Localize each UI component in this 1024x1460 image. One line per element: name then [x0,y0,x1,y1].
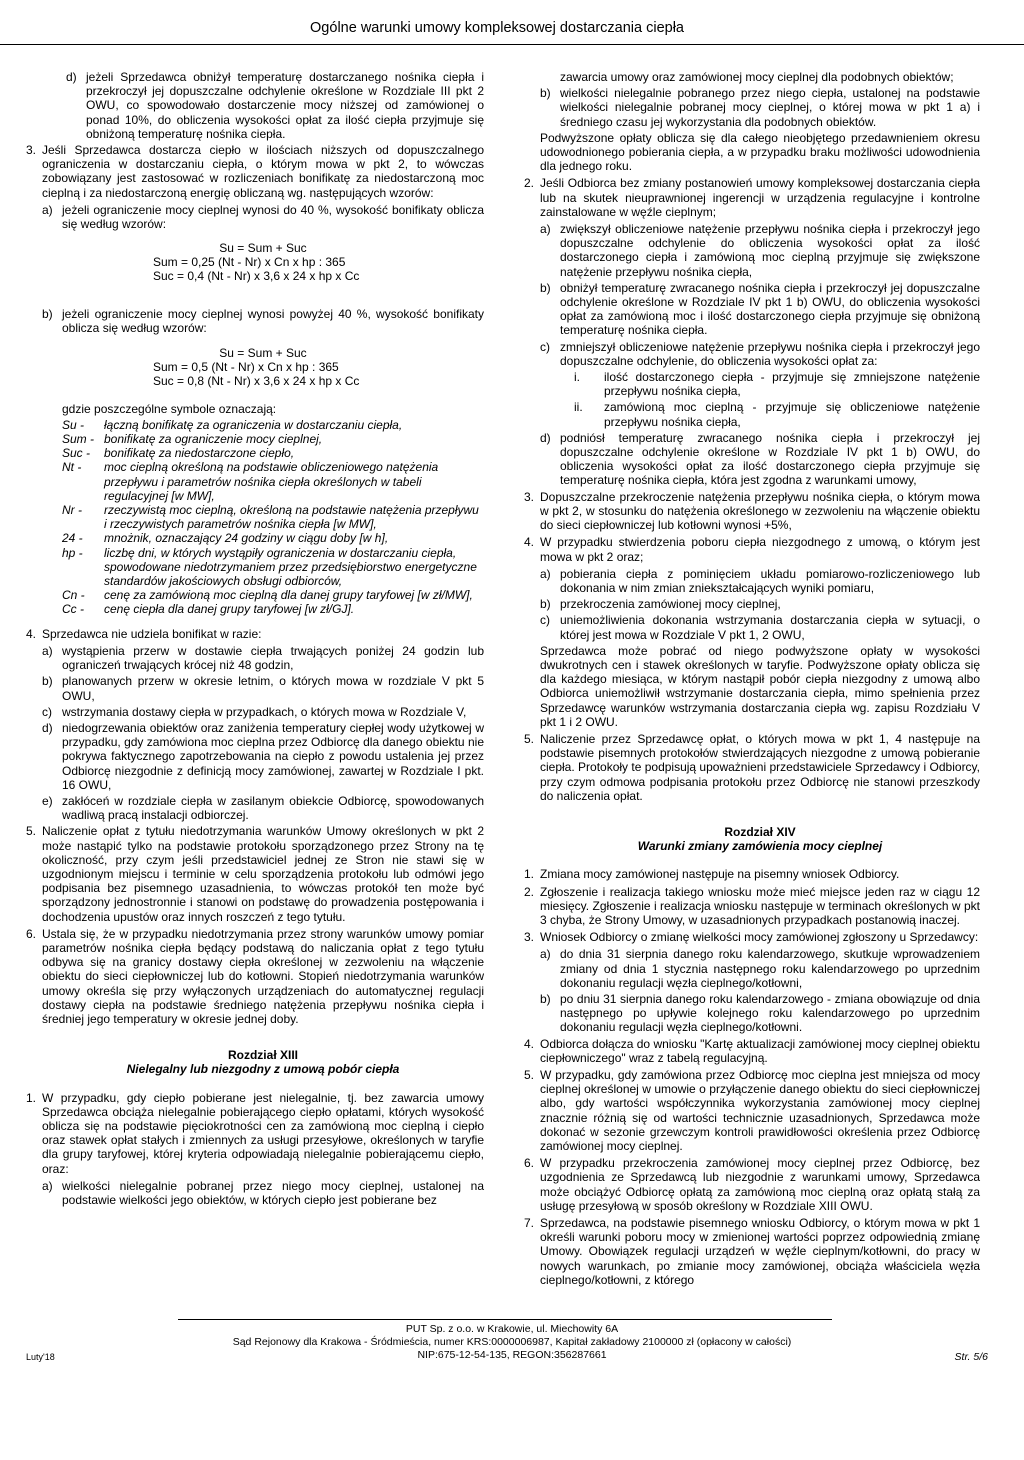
list-item: b) planowanych przerw w okresie letnim, o których mowa w rozdziale V pkt 5 OWU, [42,674,484,703]
right-column [524,70,981,1290]
paragraph-3: 3. Dopuszczalne przekroczenie natężenia przepływu nośnika ciepła, o którym mowa w pkt 2, w stosunku do natężenia określonego w zezwoleniu na włączenie obiektu do sieci ciepłowniczej lub kotłowni wynosi +5%, [524,489,980,533]
symbol-row: Nr - rzeczywistą moc cieplną, określoną na podstawie natężenia przepływu i rzeczywistych parametrów nośnika ciepła [w MW], [62,503,479,532]
list-item: b) wielkości nielegalnie pobranego przez niego ciepła, ustalonej na podstawie wielkości nielegalnie pobranej mocy cieplnej, o której mowa w pkt 1 a) i średniego czasu jej wykorzystania dla podobnych obiektów. [540,86,980,129]
section-heading-13 [42,1048,484,1076]
paragraph-14-6: 6. W przypadku przekroczenia zamówionej mocy cieplnej przez Odbiorcę, bez uzgodnienia ze Sprzedawcą lub niezgodnie z warunkami umowy, Sprzedawca może obciążyć Odbiorcę opłatą za zamówioną moc cieplną oraz opłatą stałą za usługę przesyłową w sposób określony w Rozdziale XIII OWU. [524,1156,980,1213]
list-item: a) jeżeli ograniczenie mocy cieplnej wynosi do 40 %, wysokość bonifikaty oblicza się według wzorów: [42,202,484,232]
section-title: Rozdział XIII [227,1048,298,1063]
paragraph-14-7: 7. Sprzedawca, na podstawie pisemnego wniosku Odbiorcy, o którym mowa w pkt 1 określi warunki poboru mocy w zmienionej wartości poprzez odpowiednią zmianę Umowy. Obowiązek regulacji urządzeń w węźle cieplnym/kotłowni, do pracy w nowych warunkach, po zmianie mocy zamówionej, obciąża właściciela węzła cieplnego/kotłowni, z którego [524,1216,980,1287]
formula-line: Suc = 0,4 (Nt - Nr) x 3,6 x 24 x hp x Cc [153,269,360,284]
symbol-row: hp - liczbę dni, w których wystąpiły ograniczenia w dostarczaniu ciepła, spowodowane niedotrzymaniem przez przedsiębiorstwo energetyczne standardów jakościowych obsługi odbiorców, [62,545,477,589]
formula-line: Su = Sum + Suc [219,241,307,256]
page-header [0,0,1024,45]
list-item: c) uniemożliwienia dokonania wstrzymania dostarczania ciepła w sytuacji, o której jest mowa w Rozdziale V pkt 1, 2 OWU, [540,613,980,642]
formula-block-b [42,346,484,388]
list-item: d) niedogrzewania obiektów oraz zaniżenia temperatury ciepłej wody użytkowej w przypadku, gdy zamówiona moc cieplna przez Odbiorcę dla danego obiektu nie pokrywa faktycznego zapotrzebowania na ciepło z powodu ustalenia jej przez Odbiorcę niezgodnie z definicją mocy zamówionej, zawartej w Rozdziale I pkt. 16 OWU, [42,720,484,792]
formula-block-a [42,241,484,283]
paragraph-14-5: 5. W przypadku, gdy zamówiona przez Odbiorcę moc cieplna jest mniejsza od mocy cieplnej określonej w umowie o przyłączenie danego obiektu do sieci ciepłowniczej albo, gdy wartości współczynnika wykorzystania zamówionej mocy cieplnej znacznie różnią się od wartości technicznie uzasadnionych, Sprzedawca może dokonać w sezonie grzewczym kontroli prawidłowości określenia przez Odbiorcę zamówionej mocy cieplnej. [524,1068,980,1154]
list-item: b) po dniu 31 sierpnia danego roku kalendarzowego - zmiana obowiązuje od dnia następnego po upływie kolejnego roku kalendarzowego po uprzednim dokonaniu regulacji węzła cieplnego/kotłowni. [540,991,980,1035]
section-subtitle: Nielegalny lub niezgodny z umową pobór ciepła [126,1062,400,1077]
symbols-legend [62,402,484,617]
company-registry: Sąd Rejonowy dla Krakowa - Śródmieścia, numer KRS:0000006987, Kapitał zakładowy 2100000 zł (opłacony w całości) [232,1336,792,1348]
paragraph-4-tail: Sprzedawca może pobrać od niego podwyższone opłaty w wysokości dwukrotnych cen i stawek określonych w taryfie. Podwyższone opłaty oblicza się dla każdego miesiąca, w którym nastąpił pobór ciepła niezgodny z umową albo Odbiorca uniemożliwił wstrzymanie dostarczania ciepła, mimo spełnienia przez Sprzedawcę warunków wstrzymania dostarczania ciepła wg. zapisu Rozdziału V pkt 1 i 2 OWU. [540,643,980,729]
list-item: d) jeżeli Sprzedawca obniżył temperaturę dostarczanego nośnika ciepła i przekroczył jej dopuszczalne odchylenie określone w Rozdziale III pkt 2 OWU, co spowodowało dostarczenie mocy niższej od zamówionej o ponad 10%, do obliczenia wysokości opłat za ilość ciepła przyjmuje się obniżoną temperaturę nośnika ciepła. [66,70,484,141]
paragraph-4: 4. W przypadku stwierdzenia poboru ciepła niezgodnego z umową, o którym jest mowa w pkt 2 oraz; [524,535,980,564]
formula-line: Sum = 0,25 (Nt - Nr) x Cn x hp : 365 [153,255,346,270]
list-item: c) wstrzymania dostawy ciepła w przypadkach, o których mowa w Rozdziale V, [42,704,467,719]
list-item: a) do dnia 31 sierpnia danego roku kalendarzowego, skutkuje wprowadzeniem zmiany od dnia 1 stycznia następnego roku kalendarzowego po uprzednim dokonaniu regulacji węzła cieplnego/kotłowni, [540,947,980,990]
list-item: b) obniżył temperaturę zwracanego nośnika ciepła i przekroczył jej dopuszczalne odchylenie określone w Rozdziale IV pkt 1 b) OWU, do obliczenia wysokości opłat za zamówioną moc i ilość dostarczonego ciepła przyjmuje się obniżoną temperaturę nośnika ciepła. [540,280,980,338]
document-title: Ogólne warunki umowy kompleksowej dostarczania ciepła [310,20,684,36]
section-heading-14 [540,825,980,853]
symbol-row: 24 - mnożnik, oznaczający 24 godziny w ciągu doby [w h], [62,531,389,546]
list-item: b) jeżeli ograniczenie mocy cieplnej wynosi powyżej 40 %, wysokość bonifikaty oblicza się według wzorów: [42,307,484,336]
footer-divider [178,1319,832,1320]
continuation-text: zawarcia umowy oraz zamówionej mocy cieplnej dla podobnych obiektów; [560,70,954,84]
list-item: a) zwiększył obliczeniowe natężenie przepływu nośnika ciepła i przekroczył jego dopuszczalne odchylenie do obliczenia wysokości opłat za ilość dostarczonego ciepła i zamówioną moc cieplną przyjmuje się zwiększone natężenie przepływu nośnika ciepła, [540,222,980,279]
list-item: a) wielkości nielegalnie pobranej przez niego mocy cieplnej, ustalonej na podstawie wielkości jego obiektów, w których ciepło jest pobierane bez [42,1178,484,1207]
page-footer [0,1323,1024,1362]
list-item: b) przekroczenia zamówionej mocy cieplnej, [540,597,781,612]
symbol-row: Su - łączną bonifikatę za ograniczenia w dostarczaniu ciepła, [62,417,403,432]
symbol-row: Sum - bonifikatę za ograniczenie mocy cieplnej, [62,432,323,447]
paragraph-5: 5. Naliczenie opłat z tytułu niedotrzymania warunków Umowy określonych w pkt 2 może nastąpić tylko na podstawie protokołu sporządzonego przez Strony na tę okoliczność, przy czym jeśli przedstawiciel jednej ze Stron nie stawi się w uzgodnionym miejscu i terminie w celu sporządzenia protokołu lub odmówi jego podpisania bez pisemnego uzasadnienia, to wówczas protokół ten może być sporządzony jednostronnie i stanowi on podstawę do prowadzenia postępowania i dochodzenia upustów oraz innych roszczeń z tego tytułu. [26,824,484,924]
paragraph-5: 5. Naliczenie przez Sprzedawcę opłat, o których mowa w pkt 1, 4 następuje na podstawie pisemnych protokołów stwierdzających niezgodne z umową pobieranie ciepła. Protokoły te podpisują upoważnieni przedstawiciele Sprzedawcy i Odbiorcy, przy czym odmowa podpisania protokołu przez Odbiorcę nie stanowi przeszkody do naliczenia opłat. [524,731,981,803]
list-item: i. ilość dostarczonego ciepła - przyjmuje się zmniejszone natężenie przepływu nośnika ciepła, [574,370,980,399]
paragraph-2: 2. Jeśli Odbiorca bez zmiany postanowień umowy kompleksowej dostarczania ciepła lub na skutek nieuprawnionej ingerencji w urządzenia regulacyjne i kontrolne zainstalowane w węźle cieplnym; [524,176,980,219]
symbol-row: Nt - moc cieplną określoną na podstawie obliczeniowego natężenia przepływu i parametrów nośnika ciepła określonych w tabeli regulacyjnej [w MW], [62,460,439,503]
symbol-row: Cc - cenę ciepła dla danej grupy taryfowej [w zł/GJ]. [62,602,355,617]
section-subtitle: Warunki zmiany zamówienia mocy cieplnej [637,839,883,854]
list-item: ii. zamówioną moc cieplną - przyjmuje się obliczeniowe natężenie przepływu nośnika ciepła, [574,400,980,429]
list-item: a) pobierania ciepła z pominięciem układu pomiarowo-rozliczeniowego lub dokonania w nim zmian zniekształcających wyniki pomiaru, [540,566,980,595]
symbol-row: Suc - bonifikatę za niedostarczone ciepło, [62,446,295,461]
symbols-intro: gdzie poszczególne symbole oznaczają: [62,401,277,416]
formula-line: Suc = 0,8 (Nt - Nr) x 3,6 x 24 x hp x Cc [153,373,360,388]
paragraph-14-2: 2. Zgłoszenie i realizacja takiego wniosku może mieć miejsce jeden raz w ciągu 12 miesięcy. Zgłoszenie i realizacja wniosku następuje w terminach określonych w pkt 3 chyba, że Strony Umowy, w uzasadnionych przypadkach postanowią inaczej. [524,884,980,927]
paragraph-4: 4. Sprzedawca nie udziela bonifikat w razie: [26,626,262,641]
paragraph-14-1: 1. Zmiana mocy zamówionej następuje na pisemny wniosek Odbiorcy. [524,867,900,882]
company-address: PUT Sp. z o.o. w Krakowie, ul. Miechowity 6A [405,1323,619,1335]
paragraph-6: 6. Ustala się, że w przypadku niedotrzymania przez strony warunków umowy pomiar parametrów nośnika ciepła będący podstawą do naliczania opłat z tego tytułu odbywa się na granicy dostawy ciepła określonej w zezwoleniu na włączenie obiektu do sieci ciepłowniczej lub do kotłowni. Stopień niedotrzymania warunków umowy określa się przy wyłączonych urządzeniach do automatycznej regulacji dostawy ciepła na podstawie średniego natężenia przepływu nośnika ciepła i średniej jego temperatury w okresie jednej doby. [26,926,484,1026]
list-item: e) zakłóceń w rozdziale ciepła w zasilanym obiekcie Odbiorcę, spowodowanych wadliwą pracą instalacji odbiorczej. [42,793,484,823]
left-column [26,70,484,1209]
formula-line: Sum = 0,5 (Nt - Nr) x Cn x hp : 365 [153,359,339,374]
document-date: Luty'18 [26,1352,55,1362]
list-item: c) zmniejszył obliczeniowe natężenie przepływu nośnika ciepła i przekroczył jego dopuszczalne odchylenie, do obliczenia wysokości opłat za: [540,339,980,368]
paragraph-14-3: 3. Wniosek Odbiorcy o zmianę wielkości mocy zamówionej zgłoszony u Sprzedawcy: [524,930,979,945]
symbol-row: Cn - cenę za zamówioną moc cieplną dla danej grupy taryfowej [w zł/MW], [62,588,473,603]
list-item: a) wystąpienia przerw w dostawie ciepła trwających poniżej 24 godzin lub ograniczeń trwających krócej niż 48 godzin, [42,643,484,673]
formula-line: Su = Sum + Suc [219,345,307,360]
paragraph-3: 3. Jeśli Sprzedawca dostarcza ciepło w ilościach niższych od dopuszczalnego ograniczenia w dostarczaniu ciepła, o którym mowa w pkt 2, to wówczas zobowiązany jest zastosować w rozliczeniach bonifikatę za niedostarczoną moc cieplną i za niedostarczoną energię obliczaną wg. następujących wzorów: [26,143,484,200]
company-tax-ids: NIP:675-12-54-135, REGON:356287661 [417,1349,607,1361]
list-item: d) podniósł temperaturę zwracanego nośnika ciepła i przekroczył jej dopuszczalne odchylenie określone w Rozdziale IV pkt 1 b) OWU, do obliczenia wysokości opłat za ilość dostarczonego ciepła przyjmuje się temperaturę nośnika ciepła, która jest zgodna z warunkami umowy, [540,430,980,488]
paragraph-14-4: 4. Odbiorca dołącza do wniosku "Kartę aktualizacji zamówionej mocy cieplnej obiektu ciepłowniczego" wraz z tabelą regulacyjną. [524,1036,980,1065]
paragraph-13-1: 1. W przypadku, gdy ciepło pobierane jest nielegalnie, tj. bez zawarcia umowy Sprzedawca obciąża nielegalnie pobierającego ciepło opłatami, których wysokość oblicza się na podstawie pięciokrotności cen za zamówioną moc cieplną i ciepło oraz stawek opłat stałych i zmiennych za usługi przesyłowe, określonych w taryfie dla grupy taryfowej, której kryteria odpowiadają nielegalnie pobierającemu ciepło, oraz: [26,1090,484,1176]
page-number: Str. 5/6 [954,1351,988,1363]
section-title: Rozdział XIV [724,824,796,839]
continuation-text: Podwyższone opłaty oblicza się dla całego nieobjętego przedawnieniem okresu udowodnionego pobierania ciepła, a w przypadku braku możliwości udowodnienia dla jednego roku. [540,130,980,174]
